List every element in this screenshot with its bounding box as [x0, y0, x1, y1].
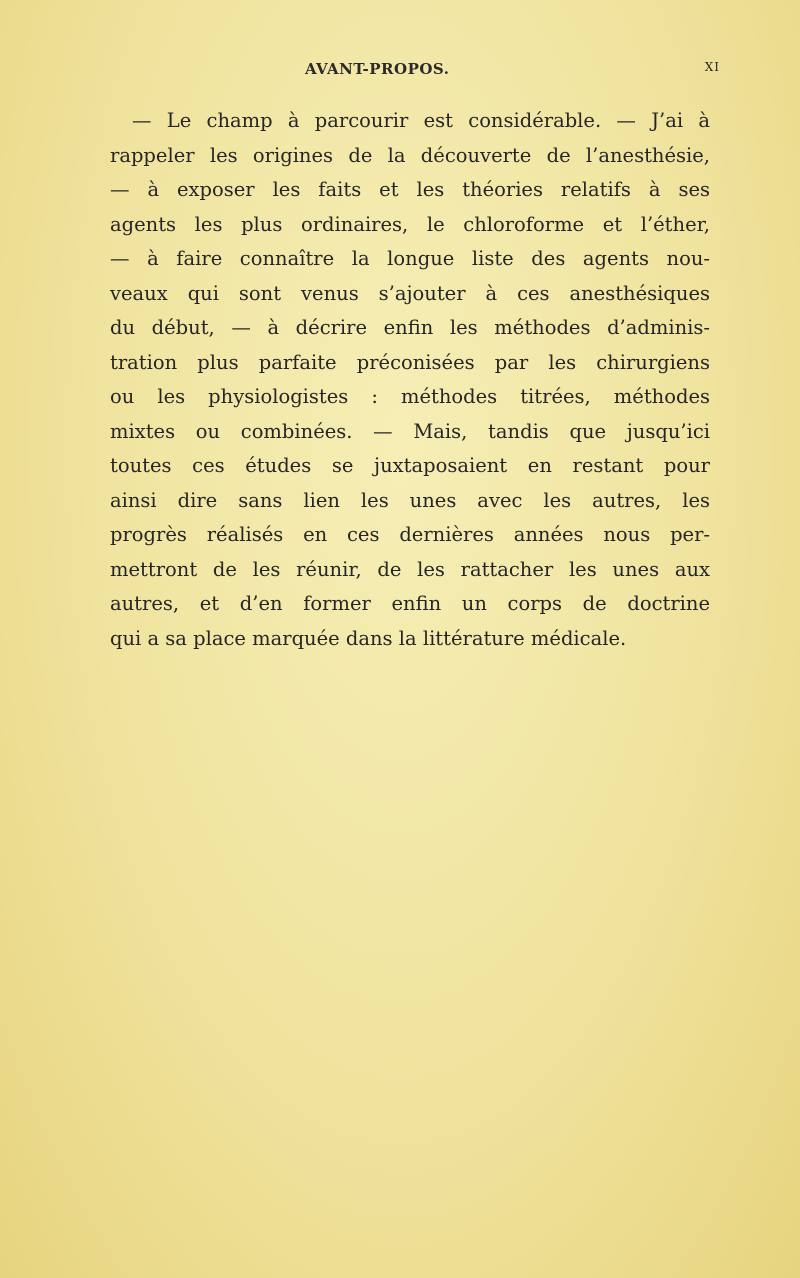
text-line: du début, — à décrire enfin les méthodes d’adminis- [110, 316, 710, 339]
text-line: autres, et d’en former enfin un corps de doctrine [110, 592, 710, 615]
running-title: AVANT-PROPOS. [305, 60, 450, 78]
text-line: qui a sa place marquée dans la littérature médicale. [110, 626, 627, 650]
text-line: ainsi dire sans lien les unes avec les autres, les [110, 488, 710, 512]
text-line: veaux qui sont venus s’ajouter à ces anesthésiques [110, 281, 710, 305]
text-line: — Le champ à parcourir est considérable. — J’ai à [132, 109, 710, 132]
running-header [160, 60, 720, 82]
text-line: mettront de les réunir, de les rattacher les unes aux [110, 557, 710, 581]
text-line: — à faire connaître la longue liste des agents nou- [110, 247, 710, 270]
text-line: mixtes ou combinées. — Mais, tandis que jusqu’ici [110, 419, 710, 443]
text-line: — à exposer les faits et les théories relatifs à ses [110, 178, 710, 201]
text-line: progrès réalisés en ces dernières années nous per- [110, 523, 710, 546]
text-line: rappeler les origines de la découverte de l’anesthésie, [110, 143, 710, 167]
text-line: agents les plus ordinaires, le chloroforme et l’éther, [110, 212, 710, 236]
text-line: ou les physiologistes : méthodes titrées, méthodes [110, 385, 710, 408]
text-line: toutes ces études se juxtaposaient en restant pour [110, 454, 710, 477]
body-paragraph [110, 104, 710, 656]
page-number: XI [704, 60, 720, 74]
text-line: tration plus parfaite préconisées par les chirurgiens [110, 350, 710, 374]
